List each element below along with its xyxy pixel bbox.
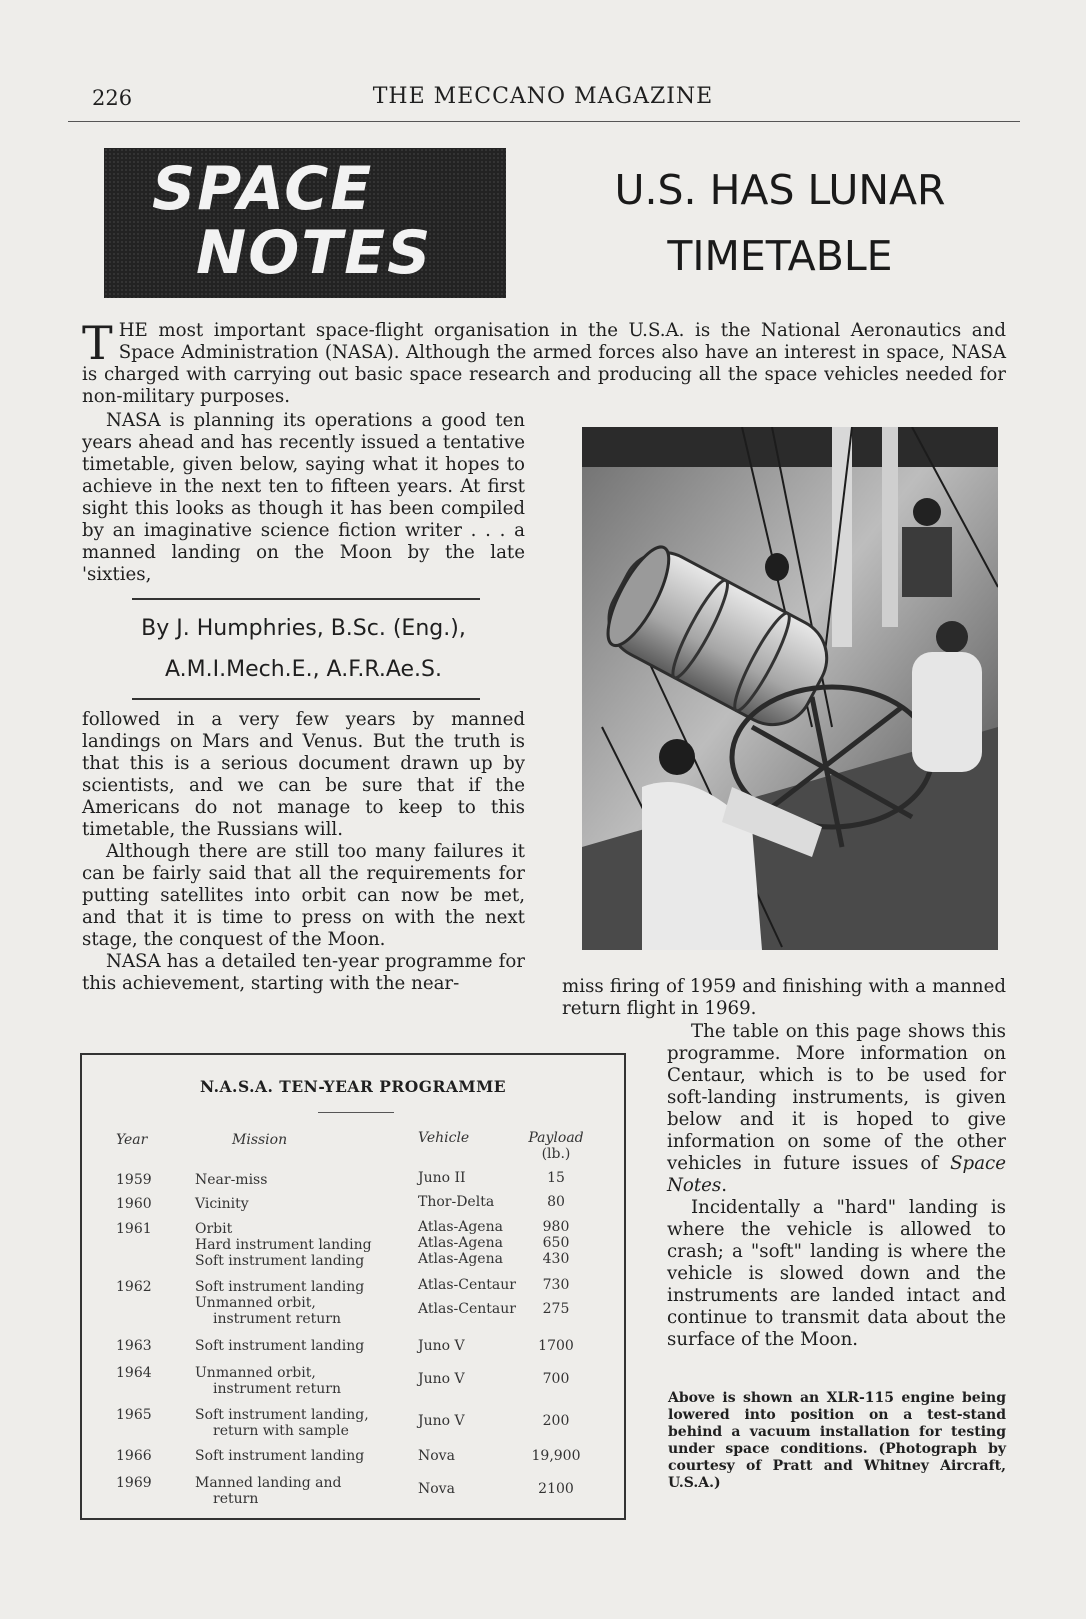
byline-rule-top xyxy=(132,598,480,600)
table-header-payload-unit: (lb.) xyxy=(541,1146,571,1162)
paragraph-5-continued: miss firing of 1959 and finishing with a manned return flight in 1969. xyxy=(562,976,1006,1019)
engine-photograph xyxy=(582,427,998,950)
table-cell-vehicle: Atlas-Agena xyxy=(418,1235,503,1251)
table-cell-payload: 15 xyxy=(547,1170,565,1186)
byline-line-2: A.M.I.Mech.E., A.F.R.Ae.S. xyxy=(165,657,442,682)
drop-cap: T xyxy=(82,316,113,370)
page-number: 226 xyxy=(92,86,133,110)
table-cell-payload: 200 xyxy=(542,1413,570,1429)
table-cell-vehicle: Atlas-Agena xyxy=(418,1219,503,1235)
table-cell-vehicle: Atlas-Centaur xyxy=(418,1277,516,1293)
paragraph-7: Incidentally a "hard" landing is where the vehicle is allowed to crash; a "soft" landing is where the vehicle is slowed down and the instruments are landed intact and continue to transmit data about the surface of the Moon. xyxy=(667,1197,1006,1350)
table-cell-payload: 730 xyxy=(542,1277,570,1293)
table-cell-mission: Soft instrument landing, xyxy=(195,1407,369,1423)
table-cell-vehicle: Thor-Delta xyxy=(418,1194,495,1210)
table-title: N.A.S.A. TEN-YEAR PROGRAMME xyxy=(199,1077,507,1096)
table-cell-vehicle: Juno II xyxy=(418,1170,466,1186)
table-cell-payload: 19,900 xyxy=(531,1448,581,1464)
intro-paragraph xyxy=(82,316,1006,408)
table-cell-vehicle: Juno V xyxy=(418,1413,465,1429)
table-header-payload: Payload xyxy=(528,1130,584,1146)
logo-word-notes: NOTES xyxy=(196,218,433,288)
table-cell-year: 1964 xyxy=(116,1365,152,1381)
photo-caption: Above is shown an XLR-115 engine being lowered into position on a test-stand behind a vacuum installation for testing under space conditions. (Photograph by courtesy of Pratt and Whitney Aircraft, U.S.A.) xyxy=(668,1390,1006,1491)
table-cell-mission-cont: return xyxy=(213,1491,259,1507)
header-rule xyxy=(68,121,1020,122)
paragraph-6 xyxy=(667,1021,1006,1197)
table-cell-year: 1961 xyxy=(116,1221,152,1237)
engine-photo-image xyxy=(582,427,998,950)
table-cell-mission: Hard instrument landing xyxy=(195,1237,372,1253)
table-cell-payload: 80 xyxy=(547,1194,565,1210)
table-cell-mission: Soft instrument landing xyxy=(195,1253,365,1269)
table-cell-vehicle: Juno V xyxy=(418,1338,465,1354)
table-cell-mission: Soft instrument landing xyxy=(195,1448,365,1464)
table-cell-mission: Soft instrument landing xyxy=(195,1279,365,1295)
table-cell-vehicle: Atlas-Centaur xyxy=(418,1301,516,1317)
paragraph-3: followed in a very few years by manned landings on Mars and Venus. But the truth is that this is a serious document drawn up by scientists, and we can be sure that if the Americans do not manage to keep to this timetable, the Russians will. xyxy=(82,709,525,840)
paragraph-6-end: . xyxy=(721,1175,728,1196)
table-cell-mission: Vicinity xyxy=(195,1196,249,1212)
table-cell-mission: Orbit xyxy=(195,1221,233,1237)
paragraph-5: NASA has a detailed ten-year programme for this achievement, starting with the near- xyxy=(82,951,525,994)
table-cell-vehicle: Nova xyxy=(418,1481,455,1497)
paragraph-2: NASA is planning its operations a good ten years ahead and has recently issued a tentative timetable, given below, saying what it hopes to achieve in the next ten to fifteen years. At first sight this looks as though it has been compiled by an imaginative science fiction writer . . . a manned landing on the Moon by the late 'sixties, xyxy=(82,410,525,585)
paragraph-6-text: The table on this page shows this programme. More information on Centaur, which is to be used for soft-landing instruments, is given below and it is hoped to give information on some of the other vehicles in future issues of xyxy=(667,1021,1006,1174)
logo-word-space: SPACE xyxy=(152,154,374,224)
magazine-title: THE MECCANO MAGAZINE xyxy=(372,84,714,109)
table-cell-year: 1959 xyxy=(116,1172,152,1188)
table-cell-payload: 980 xyxy=(542,1219,570,1235)
table-cell-year: 1969 xyxy=(116,1475,152,1491)
paragraph-4: Although there are still too many failures it can be fairly said that all the requirements for putting satellites into orbit can now be met, and that it is time to press on with the next stage, the conquest of the Moon. xyxy=(82,841,525,950)
byline-line-1: By J. Humphries, B.Sc. (Eng.), xyxy=(141,616,466,641)
column-1-upper xyxy=(82,410,525,586)
table-header-year: Year xyxy=(116,1132,148,1148)
article-title-line-1: U.S. HAS LUNAR xyxy=(614,166,946,214)
byline-rule-bottom xyxy=(132,698,480,700)
table-title-rule xyxy=(318,1112,394,1113)
table-cell-year: 1962 xyxy=(116,1279,152,1295)
column-2-upper xyxy=(562,976,1006,1020)
table-cell-payload: 275 xyxy=(542,1301,570,1317)
table-cell-year: 1963 xyxy=(116,1338,152,1354)
table-cell-vehicle: Nova xyxy=(418,1448,455,1464)
table-cell-payload: 2100 xyxy=(538,1481,574,1497)
table-cell-mission: Unmanned orbit, xyxy=(195,1365,316,1381)
table-cell-mission-cont: return with sample xyxy=(213,1423,349,1439)
intro-text: HE most important space-flight organisation in the U.S.A. is the National Aeronautics and Space Administration (NASA). Although the armed forces also have an interest in space, NASA is charged with carrying out basic space research and producing all the space vehicles needed for non-military purposes. xyxy=(82,320,1006,407)
table-cell-payload: 700 xyxy=(542,1371,570,1387)
table-header-vehicle: Vehicle xyxy=(418,1130,470,1146)
table-header-mission: Mission xyxy=(232,1132,288,1148)
article-title-line-2: TIMETABLE xyxy=(667,232,893,280)
table-cell-mission: Soft instrument landing xyxy=(195,1338,365,1354)
table-cell-vehicle: Juno V xyxy=(418,1371,465,1387)
table-cell-mission-cont: instrument return xyxy=(213,1381,341,1397)
column-2-lower xyxy=(667,1021,1006,1351)
table-cell-vehicle: Atlas-Agena xyxy=(418,1251,503,1267)
space-notes-reference: Space Notes xyxy=(667,1153,1006,1196)
table-cell-mission-cont: instrument return xyxy=(213,1311,341,1327)
table-cell-payload: 650 xyxy=(542,1235,570,1251)
space-notes-logo xyxy=(104,148,506,298)
column-1-lower xyxy=(82,709,525,995)
table-cell-year: 1966 xyxy=(116,1448,152,1464)
table-cell-mission: Manned landing and xyxy=(195,1475,342,1491)
table-cell-year: 1965 xyxy=(116,1407,152,1423)
table-cell-payload: 430 xyxy=(542,1251,570,1267)
table-cell-year: 1960 xyxy=(116,1196,152,1212)
table-cell-mission: Near-miss xyxy=(195,1172,268,1188)
table-cell-payload: 1700 xyxy=(538,1338,574,1354)
table-cell-mission: Unmanned orbit, xyxy=(195,1295,316,1311)
